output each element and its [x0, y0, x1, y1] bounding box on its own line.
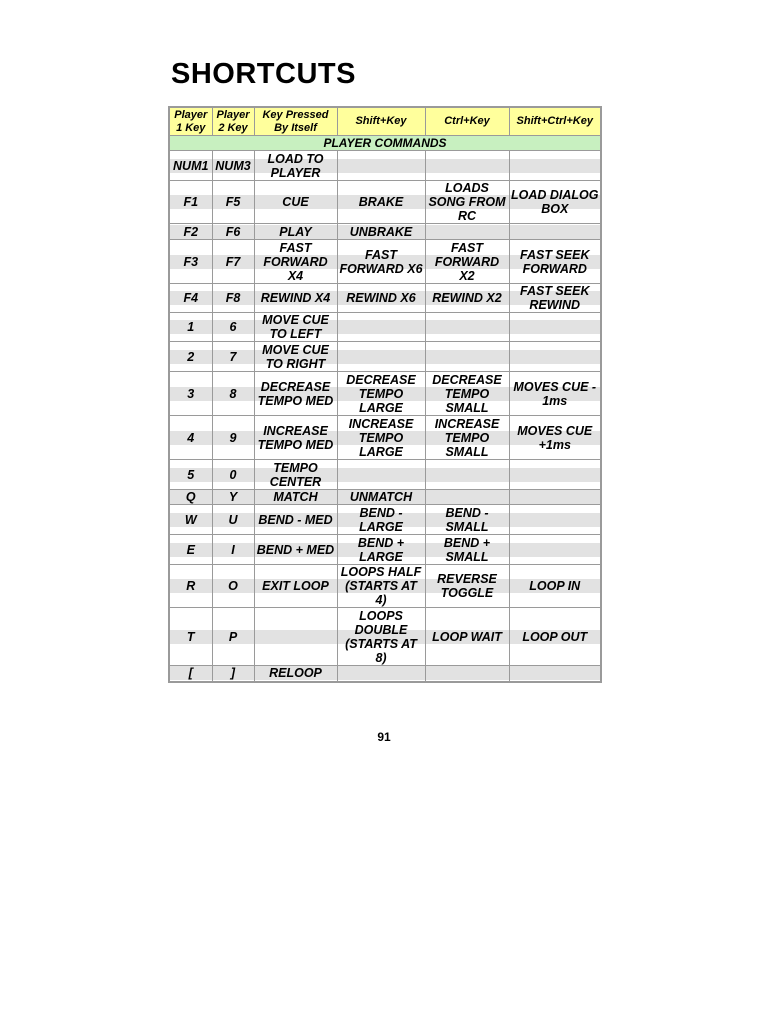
cell-by-itself — [254, 565, 337, 608]
cell-text: DECREASE TEMPO MED — [257, 379, 334, 408]
cell-shift-key — [337, 608, 425, 666]
header-player1-key: Player 1 Key — [169, 107, 212, 136]
cell-shift-ctrl-key — [509, 460, 601, 490]
cell-player2-key — [212, 181, 254, 224]
cell-text: INCREASE TEMPO LARGE — [348, 416, 414, 459]
cell-by-itself — [254, 372, 337, 416]
cell-by-itself — [254, 313, 337, 342]
cell-text: 1 — [187, 320, 195, 334]
cell-shading — [426, 468, 509, 482]
header-player2-key: Player 2 Key — [212, 107, 254, 136]
cell-text: MOVE CUE TO RIGHT — [262, 342, 329, 371]
cell-player1-key — [169, 151, 212, 181]
cell-text: CUE — [282, 195, 309, 209]
cell-shading — [426, 490, 509, 504]
cell-text: 3 — [187, 386, 195, 401]
cell-shift-ctrl-key — [509, 313, 601, 342]
cell-ctrl-key — [425, 608, 509, 666]
cell-ctrl-key — [425, 224, 509, 240]
cell-ctrl-key — [425, 240, 509, 284]
cell-player2-key — [212, 460, 254, 490]
cell-text: 4 — [187, 430, 195, 445]
section-row — [169, 136, 601, 151]
cell-player2-key — [212, 342, 254, 372]
table-row — [169, 284, 601, 313]
cell-player1-key — [169, 490, 212, 505]
cell-text: FAST SEEK FORWARD — [520, 247, 590, 276]
cell-text: [ — [188, 666, 193, 681]
cell-shift-key — [337, 505, 425, 535]
cell-shift-ctrl-key — [509, 490, 601, 505]
cell-by-itself — [254, 181, 337, 224]
cell-player1-key — [169, 505, 212, 535]
cell-shift-key — [337, 151, 425, 181]
cell-shading — [510, 468, 601, 482]
cell-player2-key — [212, 416, 254, 460]
cell-player1-key — [169, 240, 212, 284]
table-row — [169, 224, 601, 240]
cell-text: REWIND X6 — [346, 291, 416, 305]
cell-player2-key — [212, 284, 254, 313]
cell-player1-key — [169, 535, 212, 565]
cell-shading — [338, 159, 425, 173]
cell-shift-key — [337, 666, 425, 682]
cell-shift-key — [337, 224, 425, 240]
cell-player1-key — [169, 608, 212, 666]
cell-ctrl-key — [425, 181, 509, 224]
cell-shading — [255, 630, 337, 644]
cell-ctrl-key — [425, 284, 509, 313]
table-row — [169, 608, 601, 666]
cell-shift-key — [337, 313, 425, 342]
cell-shading — [338, 350, 425, 364]
cell-text: PLAY — [279, 224, 312, 239]
cell-text: REWIND X4 — [260, 291, 331, 305]
cell-text: R — [186, 579, 196, 593]
cell-text: INCREASE TEMPO MED — [257, 423, 334, 452]
cell-player1-key — [169, 416, 212, 460]
cell-ctrl-key — [425, 490, 509, 505]
cell-ctrl-key — [425, 505, 509, 535]
cell-player1-key — [169, 372, 212, 416]
cell-text: EXIT LOOP — [262, 579, 329, 593]
table-row — [169, 151, 601, 181]
table-row — [169, 181, 601, 224]
cell-shading — [510, 320, 601, 334]
table-row — [169, 416, 601, 460]
cell-shading — [510, 666, 601, 680]
cell-player1-key — [169, 460, 212, 490]
cell-text: LOOPS DOUBLE (STARTS AT 8) — [345, 608, 417, 665]
cell-text: F8 — [225, 291, 241, 305]
cell-text: LOOP OUT — [522, 629, 588, 644]
cell-shift-key — [337, 565, 425, 608]
cell-player1-key — [169, 181, 212, 224]
cell-text: FAST FORWARD X2 — [434, 240, 500, 283]
cell-player1-key — [169, 666, 212, 682]
table-row — [169, 460, 601, 490]
cell-text: W — [184, 512, 197, 527]
cell-shift-ctrl-key — [509, 342, 601, 372]
cell-text: U — [228, 512, 238, 527]
cell-ctrl-key — [425, 565, 509, 608]
cell-ctrl-key — [425, 416, 509, 460]
cell-text: MOVES CUE +1ms — [517, 423, 593, 452]
cell-text: BEND - LARGE — [359, 505, 403, 534]
cell-player2-key — [212, 535, 254, 565]
cell-shift-ctrl-key — [509, 666, 601, 682]
cell-shift-key — [337, 460, 425, 490]
cell-text: ] — [230, 666, 236, 681]
cell-player2-key — [212, 240, 254, 284]
cell-text: LOOPS HALF (STARTS AT 4) — [340, 565, 422, 607]
header-ctrl-key: Ctrl+Key — [425, 107, 509, 136]
cell-text: 0 — [229, 467, 237, 482]
cell-player1-key — [169, 565, 212, 608]
cell-text: E — [186, 542, 195, 557]
cell-shading — [426, 225, 509, 239]
cell-shift-key — [337, 181, 425, 224]
cell-text: 5 — [187, 467, 195, 482]
cell-player2-key — [212, 224, 254, 240]
cell-player2-key — [212, 490, 254, 505]
cell-text: 7 — [229, 349, 237, 364]
cell-text: F2 — [183, 224, 199, 239]
cell-player1-key — [169, 342, 212, 372]
cell-text: MATCH — [273, 490, 318, 504]
cell-shift-ctrl-key — [509, 565, 601, 608]
section-label: PLAYER COMMANDS — [169, 136, 601, 151]
cell-ctrl-key — [425, 313, 509, 342]
cell-player2-key — [212, 666, 254, 682]
cell-text: REWIND X2 — [432, 291, 502, 305]
cell-shading — [338, 666, 425, 680]
cell-by-itself — [254, 608, 337, 666]
cell-text: FAST SEEK REWIND — [520, 284, 590, 312]
cell-by-itself — [254, 151, 337, 181]
cell-ctrl-key — [425, 666, 509, 682]
table-row — [169, 490, 601, 505]
cell-player1-key — [169, 313, 212, 342]
cell-ctrl-key — [425, 460, 509, 490]
cell-text: NUM3 — [215, 158, 251, 173]
cell-text: LOAD TO PLAYER — [267, 151, 324, 180]
cell-text: F7 — [225, 254, 241, 269]
header-shift-ctrl-key: Shift+Ctrl+Key — [509, 107, 601, 136]
cell-shading — [426, 320, 509, 334]
cell-shift-key — [337, 342, 425, 372]
cell-text: LOOP IN — [529, 579, 581, 593]
cell-shift-ctrl-key — [509, 416, 601, 460]
cell-text: MOVES CUE - 1ms — [513, 379, 597, 408]
cell-by-itself — [254, 666, 337, 682]
cell-text: TEMPO CENTER — [269, 460, 322, 489]
cell-shading — [510, 350, 601, 364]
cell-text: REVERSE TOGGLE — [437, 572, 497, 600]
cell-text: O — [228, 579, 238, 593]
table-row — [169, 313, 601, 342]
cell-shading — [510, 225, 601, 239]
cell-text: UNBRAKE — [349, 224, 413, 239]
cell-shift-ctrl-key — [509, 240, 601, 284]
table-row — [169, 372, 601, 416]
shortcuts-table — [168, 106, 602, 683]
cell-player2-key — [212, 313, 254, 342]
cell-text: F4 — [183, 291, 199, 305]
table-row — [169, 535, 601, 565]
cell-text: 2 — [187, 349, 195, 364]
cell-shading — [338, 468, 425, 482]
cell-text: T — [186, 629, 195, 644]
cell-by-itself — [254, 460, 337, 490]
cell-text: UNMATCH — [349, 490, 413, 504]
cell-text: F6 — [225, 224, 241, 239]
cell-player2-key — [212, 372, 254, 416]
cell-shading — [510, 513, 601, 527]
cell-shift-ctrl-key — [509, 535, 601, 565]
cell-by-itself — [254, 224, 337, 240]
cell-text: INCREASE TEMPO SMALL — [434, 416, 500, 459]
cell-shift-ctrl-key — [509, 608, 601, 666]
cell-text: BEND + LARGE — [357, 535, 405, 564]
cell-shift-ctrl-key — [509, 372, 601, 416]
cell-shift-key — [337, 416, 425, 460]
cell-ctrl-key — [425, 151, 509, 181]
cell-text: MOVE CUE TO LEFT — [262, 313, 329, 341]
cell-shading — [510, 543, 601, 557]
cell-shading — [426, 666, 509, 680]
cell-text: FAST FORWARD X6 — [339, 247, 423, 276]
cell-shift-ctrl-key — [509, 224, 601, 240]
cell-text: F5 — [225, 195, 241, 209]
cell-text: BEND + SMALL — [443, 535, 491, 564]
cell-player2-key — [212, 565, 254, 608]
cell-shift-key — [337, 490, 425, 505]
cell-text: BEND + MED — [256, 542, 335, 557]
cell-by-itself — [254, 284, 337, 313]
cell-text: F3 — [183, 254, 199, 269]
cell-by-itself — [254, 505, 337, 535]
cell-text: BRAKE — [358, 195, 404, 209]
cell-shift-ctrl-key — [509, 151, 601, 181]
cell-by-itself — [254, 240, 337, 284]
cell-text: P — [228, 629, 238, 644]
table-row — [169, 666, 601, 682]
cell-shift-ctrl-key — [509, 284, 601, 313]
cell-player2-key — [212, 151, 254, 181]
table-row — [169, 565, 601, 608]
page-number: 91 — [377, 730, 391, 744]
cell-player1-key — [169, 224, 212, 240]
cell-by-itself — [254, 416, 337, 460]
cell-text: RELOOP — [269, 666, 322, 681]
cell-text: 9 — [229, 430, 237, 445]
page-title: SHORTCUTS — [171, 58, 356, 90]
table-row — [169, 240, 601, 284]
cell-text: DECREASE TEMPO LARGE — [346, 372, 416, 415]
cell-text: BEND - SMALL — [445, 505, 489, 534]
table-row — [169, 342, 601, 372]
cell-by-itself — [254, 535, 337, 565]
cell-text: DECREASE TEMPO SMALL — [432, 372, 502, 415]
cell-shift-key — [337, 240, 425, 284]
cell-text: Y — [228, 490, 238, 504]
cell-text: F1 — [183, 195, 199, 209]
cell-player2-key — [212, 608, 254, 666]
cell-text: NUM1 — [173, 158, 209, 173]
cell-shift-key — [337, 372, 425, 416]
cell-by-itself — [254, 490, 337, 505]
cell-text: LOAD DIALOG BOX — [511, 188, 599, 216]
table-row — [169, 505, 601, 535]
cell-ctrl-key — [425, 342, 509, 372]
header-row — [169, 107, 601, 136]
cell-shading — [426, 350, 509, 364]
cell-text: I — [231, 542, 235, 557]
header-shift-key: Shift+Key — [337, 107, 425, 136]
cell-shift-key — [337, 535, 425, 565]
cell-shading — [510, 159, 601, 173]
cell-shading — [338, 320, 425, 334]
cell-by-itself — [254, 342, 337, 372]
cell-text: LOADS SONG FROM RC — [428, 181, 506, 223]
cell-text: Q — [185, 490, 196, 504]
cell-player1-key — [169, 284, 212, 313]
cell-player2-key — [212, 505, 254, 535]
cell-shading — [426, 159, 509, 173]
cell-text: FAST FORWARD X4 — [263, 240, 328, 283]
cell-shift-key — [337, 284, 425, 313]
cell-text: 6 — [229, 320, 237, 334]
cell-text: BEND - MED — [258, 512, 333, 527]
cell-ctrl-key — [425, 535, 509, 565]
header-key-pressed: Key Pressed By Itself — [254, 107, 337, 136]
cell-shift-ctrl-key — [509, 181, 601, 224]
cell-text: LOOP WAIT — [432, 629, 502, 644]
cell-ctrl-key — [425, 372, 509, 416]
cell-shading — [510, 490, 601, 504]
cell-text: 8 — [229, 386, 237, 401]
cell-shift-ctrl-key — [509, 505, 601, 535]
